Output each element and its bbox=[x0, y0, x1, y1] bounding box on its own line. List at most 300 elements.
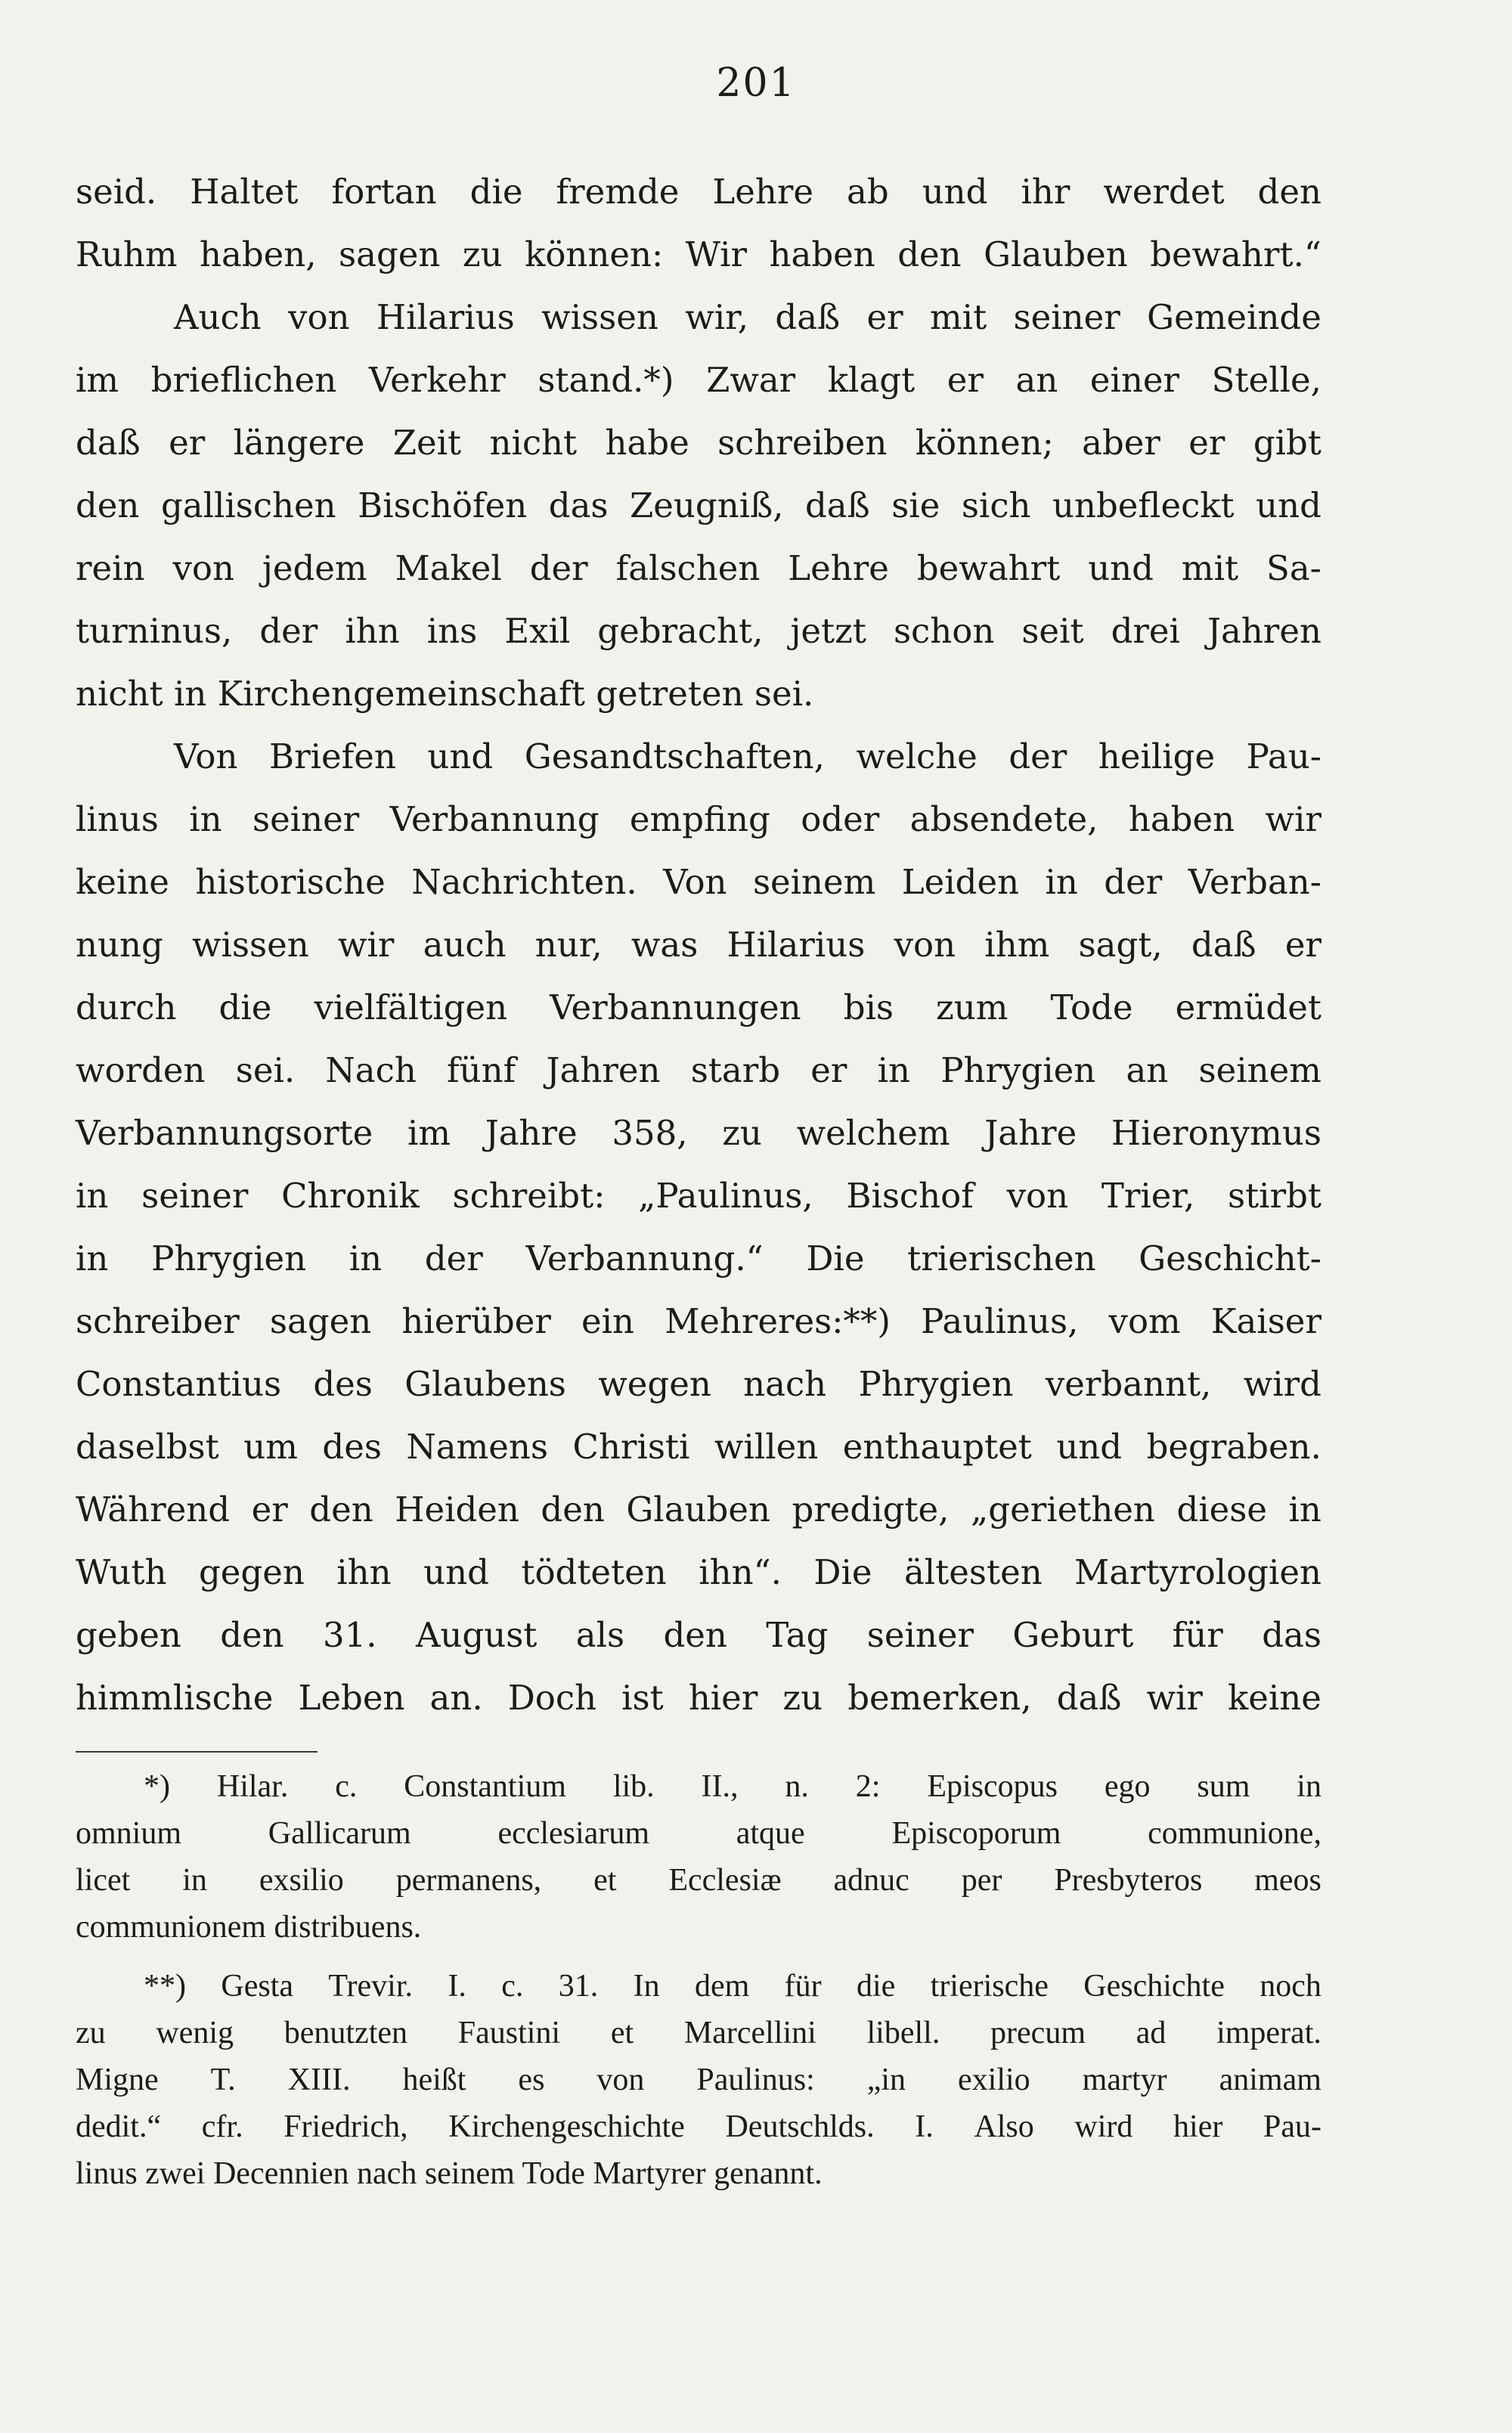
word: 31. bbox=[558, 1969, 599, 2004]
word: wissen bbox=[191, 925, 309, 965]
word: die bbox=[469, 172, 523, 212]
word: des bbox=[322, 1427, 382, 1467]
word: sagen bbox=[269, 1301, 372, 1341]
word: Namens bbox=[406, 1427, 549, 1467]
word: von bbox=[596, 2063, 645, 2097]
word: an bbox=[1126, 1050, 1169, 1090]
word: starb bbox=[690, 1050, 781, 1090]
word: der bbox=[424, 1238, 483, 1278]
word: aber bbox=[1082, 423, 1160, 463]
word: Auch bbox=[174, 297, 262, 337]
word: et bbox=[610, 2016, 634, 2050]
word: in bbox=[1297, 1769, 1321, 1804]
word: den bbox=[76, 485, 140, 525]
word: Geschichte bbox=[1083, 1969, 1225, 2004]
word: Pau- bbox=[1246, 736, 1321, 776]
text-line bbox=[76, 1353, 1321, 1415]
word: Von bbox=[174, 736, 238, 776]
word: heißt bbox=[402, 2063, 466, 2097]
footnote-rule bbox=[76, 1751, 318, 1753]
word: 2: bbox=[855, 1769, 881, 1804]
word: begraben. bbox=[1146, 1427, 1321, 1467]
word: animam bbox=[1219, 2063, 1321, 2097]
word: gibt bbox=[1253, 423, 1321, 463]
word: Hilarius bbox=[376, 297, 515, 337]
word: meos bbox=[1254, 1863, 1321, 1898]
word: Lehre bbox=[788, 548, 889, 588]
word: wird bbox=[1074, 2109, 1133, 2144]
word: seiner bbox=[141, 1176, 249, 1216]
word: von bbox=[288, 297, 350, 337]
word: vom bbox=[1108, 1301, 1181, 1341]
word: c. bbox=[501, 1969, 524, 2004]
footnotes bbox=[76, 1763, 1321, 2197]
word: sei. bbox=[235, 1050, 296, 1090]
word: er bbox=[1188, 423, 1225, 463]
word: omnium bbox=[76, 1816, 182, 1851]
word: sum bbox=[1197, 1769, 1250, 1804]
word: martyr bbox=[1082, 2063, 1167, 2097]
word: Gemeinde bbox=[1147, 297, 1321, 337]
word: geben bbox=[76, 1615, 181, 1655]
word: stand.*) bbox=[538, 360, 674, 400]
word: der bbox=[1009, 736, 1067, 776]
word: Stelle, bbox=[1211, 360, 1321, 400]
word: bewahrt bbox=[916, 548, 1061, 588]
word: Tode bbox=[1050, 987, 1133, 1027]
text-line bbox=[76, 600, 1321, 662]
word: Wir bbox=[685, 234, 748, 274]
word: „geriethen bbox=[970, 1489, 1155, 1530]
word: brieflichen bbox=[150, 360, 337, 400]
word: von bbox=[172, 548, 234, 588]
text-line bbox=[76, 474, 1321, 537]
word: klagt bbox=[827, 360, 916, 400]
word: der bbox=[1104, 862, 1163, 902]
text-line bbox=[76, 1604, 1321, 1666]
word: in bbox=[1045, 862, 1078, 902]
word: August bbox=[415, 1615, 538, 1655]
word: können; bbox=[915, 423, 1054, 463]
footnote-line bbox=[76, 1963, 1321, 2010]
text-line bbox=[76, 537, 1321, 600]
word: cfr. bbox=[201, 2109, 243, 2144]
word: werdet bbox=[1103, 172, 1225, 212]
word: wenig bbox=[156, 2016, 234, 2050]
word: verbannt, bbox=[1045, 1364, 1212, 1404]
word: precum bbox=[990, 2016, 1086, 2050]
text-line bbox=[76, 725, 1321, 788]
word: längere bbox=[233, 423, 365, 463]
word: Also bbox=[974, 2109, 1034, 2144]
word: was bbox=[631, 925, 699, 965]
word: nicht bbox=[489, 423, 578, 463]
word: ins bbox=[426, 611, 478, 651]
word: Verbannung.“ bbox=[525, 1238, 764, 1278]
word: nach bbox=[743, 1364, 827, 1404]
word: seiner bbox=[253, 799, 360, 839]
word: dedit.“ bbox=[76, 2109, 162, 2144]
word: können: bbox=[525, 234, 664, 274]
word: turninus, bbox=[76, 611, 233, 651]
word: permanens, bbox=[395, 1863, 542, 1898]
word: Zwar bbox=[706, 360, 796, 400]
word: haben bbox=[769, 234, 875, 274]
word: in bbox=[1288, 1489, 1321, 1530]
word: Sa- bbox=[1266, 548, 1321, 588]
word: nung bbox=[76, 925, 163, 965]
word: Verbannungsorte bbox=[76, 1113, 373, 1153]
word: *) bbox=[144, 1769, 170, 1804]
word: den bbox=[663, 1615, 727, 1655]
word: Leiden bbox=[901, 862, 1020, 902]
text-line bbox=[76, 976, 1321, 1039]
word: Exil bbox=[504, 611, 571, 651]
word: er bbox=[251, 1489, 288, 1530]
word: Constantium bbox=[404, 1769, 566, 1804]
word: Episcoporum bbox=[891, 1816, 1061, 1851]
word: trierische bbox=[930, 1969, 1049, 2004]
word: wird bbox=[1243, 1364, 1321, 1404]
word: und bbox=[922, 172, 988, 212]
word: Deutschlds. bbox=[725, 2109, 875, 2144]
word: haben, bbox=[200, 234, 317, 274]
word: historische bbox=[195, 862, 386, 902]
footnote-line: communionem distribuens. bbox=[76, 1910, 422, 1945]
word: Paulinus: bbox=[696, 2063, 815, 2097]
footnote-line bbox=[76, 2010, 1321, 2056]
word: Zeit bbox=[392, 423, 462, 463]
word: haben bbox=[1128, 799, 1235, 839]
word: und bbox=[1256, 485, 1321, 525]
word: Hieronymus bbox=[1111, 1113, 1321, 1153]
word: Tag bbox=[766, 1615, 829, 1655]
word: Geburt bbox=[1012, 1615, 1134, 1655]
word: mit bbox=[930, 297, 987, 337]
word: gegen bbox=[198, 1552, 305, 1592]
word: ad bbox=[1136, 2016, 1167, 2050]
word: worden bbox=[76, 1050, 206, 1090]
word: Von bbox=[663, 862, 727, 902]
word: Gesta bbox=[221, 1969, 293, 2004]
word: das bbox=[548, 485, 609, 525]
word: schreibt: bbox=[452, 1176, 606, 1216]
word: als bbox=[575, 1615, 625, 1655]
word: er bbox=[810, 1050, 847, 1090]
word: trierischen bbox=[907, 1238, 1096, 1278]
word: c. bbox=[335, 1769, 358, 1804]
word: Paulinus, bbox=[921, 1301, 1079, 1341]
word: zu bbox=[782, 1678, 823, 1718]
word: ein bbox=[581, 1301, 635, 1341]
word: fortan bbox=[331, 172, 437, 212]
word: ihr bbox=[1021, 172, 1070, 212]
word: falschen bbox=[615, 548, 761, 588]
word: welchem bbox=[796, 1113, 950, 1153]
text-line bbox=[76, 1102, 1321, 1164]
word: keine bbox=[76, 862, 169, 902]
word: ego bbox=[1104, 1769, 1151, 1804]
word: Die bbox=[813, 1552, 872, 1592]
word: den bbox=[220, 1615, 284, 1655]
word: seinem bbox=[752, 862, 876, 902]
word: Kirchengeschichte bbox=[448, 2109, 685, 2144]
word: daß bbox=[1191, 925, 1256, 965]
word: Jahre bbox=[984, 1113, 1077, 1153]
word: fünf bbox=[447, 1050, 516, 1090]
word: Geschicht- bbox=[1139, 1238, 1321, 1278]
footnote-line: linus zwei Decennien nach seinem Tode Martyrer genannt. bbox=[76, 2156, 823, 2191]
word: mit bbox=[1181, 548, 1239, 588]
word: nur, bbox=[534, 925, 603, 965]
word: des bbox=[313, 1364, 373, 1404]
word: benutzten bbox=[284, 2016, 408, 2050]
word: Während bbox=[76, 1489, 231, 1530]
word: den bbox=[309, 1489, 373, 1530]
word: diese bbox=[1176, 1489, 1267, 1530]
word: seit bbox=[1021, 611, 1084, 651]
word: zum bbox=[936, 987, 1009, 1027]
word: willen bbox=[714, 1427, 819, 1467]
word: rein bbox=[76, 548, 145, 588]
word: per bbox=[961, 1863, 1002, 1898]
word: exilio bbox=[958, 2063, 1030, 2097]
word: ihn bbox=[336, 1552, 392, 1592]
word: communione, bbox=[1148, 1816, 1321, 1851]
word: „Paulinus, bbox=[638, 1176, 813, 1216]
word: In bbox=[633, 1969, 660, 2004]
word: ihn bbox=[345, 611, 400, 651]
word: ab bbox=[847, 172, 889, 212]
word: 358, bbox=[612, 1113, 688, 1153]
word: ihn“. bbox=[699, 1552, 782, 1592]
word: den bbox=[541, 1489, 605, 1530]
word: Briefen bbox=[269, 736, 396, 776]
word: sie bbox=[891, 485, 940, 525]
word: Constantius bbox=[76, 1364, 282, 1404]
word: zu bbox=[722, 1113, 762, 1153]
word: Haltet bbox=[190, 172, 299, 212]
word: n. bbox=[785, 1769, 809, 1804]
word: tödteten bbox=[521, 1552, 667, 1592]
word: Glauben bbox=[984, 234, 1128, 274]
text-line bbox=[76, 349, 1321, 411]
footnote-line bbox=[76, 1763, 1321, 1810]
page-number: 201 bbox=[716, 60, 796, 106]
word: Doch bbox=[507, 1678, 597, 1718]
word: licet bbox=[76, 1863, 131, 1898]
word: wir bbox=[1265, 799, 1321, 839]
word: seid. bbox=[76, 172, 157, 212]
word: adnuc bbox=[833, 1863, 909, 1898]
word: ihm bbox=[984, 925, 1050, 965]
word: Phrygien bbox=[858, 1364, 1014, 1404]
word: Friedrich, bbox=[284, 2109, 408, 2144]
word: „in bbox=[866, 2063, 906, 2097]
word: und bbox=[1056, 1427, 1123, 1467]
word: absendete, bbox=[909, 799, 1098, 839]
word: und bbox=[427, 736, 494, 776]
word: in bbox=[877, 1050, 911, 1090]
word: heilige bbox=[1098, 736, 1216, 776]
word: habe bbox=[605, 423, 689, 463]
word: fremde bbox=[556, 172, 680, 212]
word: sagen bbox=[339, 234, 441, 274]
text-line bbox=[76, 286, 1321, 349]
word: hier bbox=[688, 1678, 758, 1718]
word: welche bbox=[856, 736, 978, 776]
word: jetzt bbox=[790, 611, 866, 651]
word: sich bbox=[961, 485, 1031, 525]
word: schreiben bbox=[717, 423, 888, 463]
word: Bischof bbox=[846, 1176, 974, 1216]
word: oder bbox=[801, 799, 880, 839]
word: Marcellini bbox=[683, 2016, 816, 2050]
word: ältesten bbox=[903, 1552, 1043, 1592]
word: wegen bbox=[598, 1364, 711, 1404]
word: Trevir. bbox=[328, 1969, 414, 2004]
word: die bbox=[218, 987, 272, 1027]
word: lib. bbox=[612, 1769, 655, 1804]
word: et bbox=[593, 1863, 617, 1898]
word: Wuth bbox=[76, 1552, 167, 1592]
word: Ruhm bbox=[76, 234, 178, 274]
word: Verkehr bbox=[368, 360, 506, 400]
word: drei bbox=[1111, 611, 1180, 651]
word: Presbyteros bbox=[1054, 1863, 1203, 1898]
footnote-line bbox=[76, 1810, 1321, 1857]
footnote-line bbox=[76, 1857, 1321, 1904]
word: Jahren bbox=[546, 1050, 661, 1090]
word: 31. bbox=[323, 1615, 377, 1655]
text-line bbox=[76, 913, 1321, 976]
word: **) bbox=[144, 1969, 186, 2004]
text-line: nicht in Kirchengemeinschaft getreten sei. bbox=[76, 674, 814, 714]
word: empfing bbox=[629, 799, 770, 839]
word: im bbox=[407, 1113, 451, 1153]
body-text bbox=[76, 160, 1321, 1729]
word: jedem bbox=[262, 548, 367, 588]
word: Jahre bbox=[485, 1113, 578, 1153]
word: Hilarius bbox=[727, 925, 866, 965]
text-line bbox=[76, 851, 1321, 913]
word: I. bbox=[448, 1969, 466, 2004]
word: unbefleckt bbox=[1052, 485, 1235, 525]
word: der bbox=[529, 548, 588, 588]
word: ermüdet bbox=[1175, 987, 1321, 1027]
word: Hilar. bbox=[216, 1769, 289, 1804]
word: wissen bbox=[541, 297, 658, 337]
word: auch bbox=[423, 925, 507, 965]
footnote-line bbox=[76, 2056, 1321, 2103]
word: an bbox=[1015, 360, 1058, 400]
word: noch bbox=[1259, 1969, 1321, 2004]
word: Nach bbox=[325, 1050, 417, 1090]
word: dem bbox=[694, 1969, 750, 2004]
word: von bbox=[894, 925, 956, 965]
word: Glaubens bbox=[404, 1364, 566, 1404]
word: Makel bbox=[395, 548, 502, 588]
word: libell. bbox=[866, 2016, 940, 2050]
word: wir bbox=[1146, 1678, 1203, 1718]
word: in bbox=[349, 1238, 383, 1278]
word: linus bbox=[76, 799, 159, 839]
word: Gesandtschaften, bbox=[524, 736, 825, 776]
word: Die bbox=[806, 1238, 865, 1278]
text-line bbox=[76, 1039, 1321, 1102]
word: für bbox=[1172, 1615, 1223, 1655]
word: Martyrologien bbox=[1074, 1552, 1321, 1592]
word: exsilio bbox=[259, 1863, 344, 1898]
word: keine bbox=[1228, 1678, 1321, 1718]
word: Verbannung bbox=[389, 799, 600, 839]
word: hierüber bbox=[401, 1301, 551, 1341]
word: und bbox=[1088, 548, 1154, 588]
word: die bbox=[856, 1969, 896, 2004]
footnote-gap bbox=[76, 1951, 1321, 1963]
word: sagt, bbox=[1078, 925, 1163, 965]
word: enthauptet bbox=[842, 1427, 1032, 1467]
word: zu bbox=[76, 2016, 106, 2050]
word: er bbox=[1284, 925, 1321, 965]
text-line bbox=[76, 223, 1321, 286]
word: daß bbox=[775, 297, 841, 337]
word: durch bbox=[76, 987, 177, 1027]
word: Trier, bbox=[1101, 1176, 1195, 1216]
word: bemerken, bbox=[847, 1678, 1032, 1718]
word: um bbox=[243, 1427, 298, 1467]
word: Bischöfen bbox=[358, 485, 528, 525]
word: gallischen bbox=[160, 485, 336, 525]
word: gebracht, bbox=[597, 611, 764, 651]
text-line bbox=[76, 1227, 1321, 1290]
word: in bbox=[76, 1238, 109, 1278]
word: ist bbox=[621, 1678, 664, 1718]
word: stirbt bbox=[1228, 1176, 1321, 1216]
word: Christi bbox=[572, 1427, 690, 1467]
word: und bbox=[423, 1552, 489, 1592]
word: bis bbox=[843, 987, 894, 1027]
word: Leben bbox=[298, 1678, 405, 1718]
word: daß bbox=[76, 423, 141, 463]
word: in bbox=[189, 799, 222, 839]
word: in bbox=[182, 1863, 207, 1898]
word: Mehreres:**) bbox=[665, 1301, 891, 1341]
word: Glauben bbox=[626, 1489, 770, 1530]
word: seinem bbox=[1198, 1050, 1321, 1090]
text-line bbox=[76, 1541, 1321, 1604]
word: Kaiser bbox=[1210, 1301, 1321, 1341]
word: in bbox=[76, 1176, 109, 1216]
text-line bbox=[76, 788, 1321, 851]
word: schreiber bbox=[76, 1301, 240, 1341]
word: predigte, bbox=[792, 1489, 950, 1530]
word: wir, bbox=[685, 297, 749, 337]
word: vielfältigen bbox=[314, 987, 508, 1027]
word: Verbannungen bbox=[550, 987, 801, 1027]
word: atque bbox=[736, 1816, 805, 1851]
word: Phrygien bbox=[151, 1238, 307, 1278]
word: der bbox=[259, 611, 318, 651]
word: zu bbox=[462, 234, 503, 274]
word: es bbox=[518, 2063, 545, 2097]
word: daß bbox=[1056, 1678, 1122, 1718]
word: Zeugniß, bbox=[630, 485, 784, 525]
text-line bbox=[76, 411, 1321, 474]
word: Jahren bbox=[1207, 611, 1321, 651]
text-line bbox=[76, 1478, 1321, 1541]
word: bewahrt.“ bbox=[1150, 234, 1321, 274]
